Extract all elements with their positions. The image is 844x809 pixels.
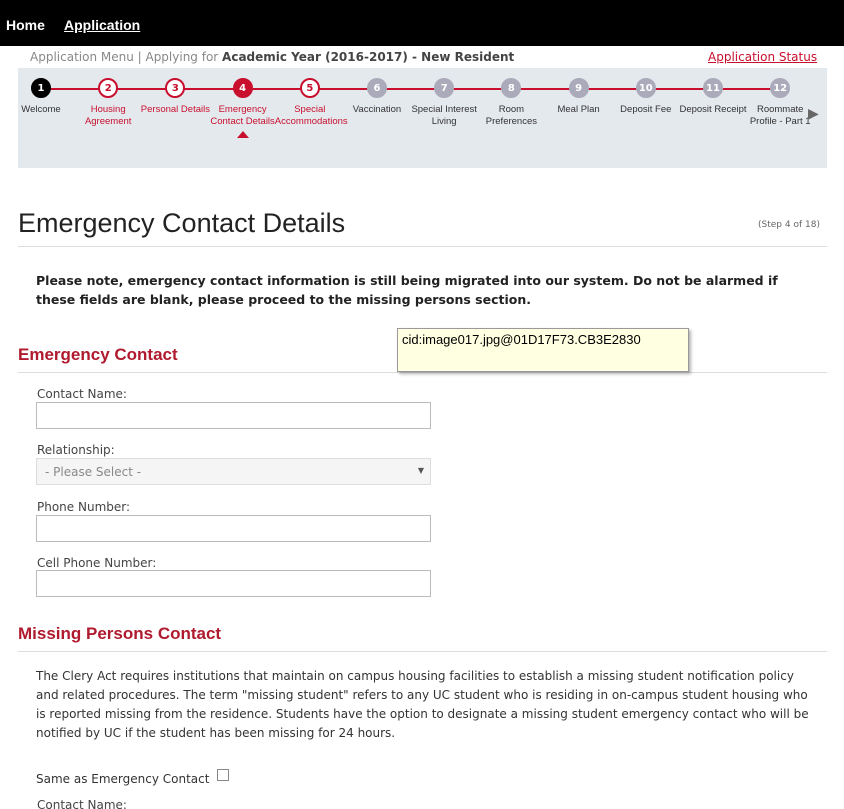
- step-label: Housing Agreement: [84, 104, 132, 127]
- application-menu-breadcrumb: [30, 50, 514, 64]
- application-status-link[interactable]: Application Status: [708, 50, 818, 64]
- step-number-badge: 10: [636, 78, 656, 98]
- application-link[interactable]: Application: [64, 17, 141, 33]
- menu-prefix: Application Menu | Applying for: [30, 50, 223, 64]
- relationship-select[interactable]: [36, 458, 431, 485]
- step-3[interactable]: [140, 78, 210, 116]
- emergency-contact-heading: Emergency Contact: [18, 345, 178, 364]
- section-divider: [18, 651, 827, 652]
- step-number-badge: 12: [770, 78, 790, 98]
- home-link[interactable]: Home: [6, 17, 45, 33]
- step-number-badge: 2: [98, 78, 118, 98]
- relationship-selected-value: - Please Select -: [45, 465, 142, 479]
- current-step-caret-icon: [237, 131, 249, 138]
- step-label: Deposit Fee: [620, 104, 672, 115]
- step-number-badge: 3: [165, 78, 185, 98]
- migration-notice: Please note, emergency contact information is still being migrated into our system. Do not be alarmed if these fields are blank, please proceed to the missing persons section.: [36, 273, 778, 307]
- step-1[interactable]: [6, 78, 76, 116]
- contact-name-input[interactable]: [36, 402, 431, 429]
- step-number-badge: 7: [434, 78, 454, 98]
- step-label: Special Interest Living: [411, 104, 477, 127]
- step-label: Emergency Contact Details: [210, 104, 275, 127]
- relationship-label: Relationship:: [37, 443, 115, 457]
- step-label: Roommate Profile - Part 1: [749, 104, 811, 127]
- step-number-badge: 6: [367, 78, 387, 98]
- dropdown-arrow-icon: ▼: [417, 466, 424, 475]
- step-5[interactable]: [274, 78, 348, 128]
- same-as-emergency-checkbox[interactable]: [217, 769, 229, 781]
- step-number-badge: 11: [703, 78, 723, 98]
- step-number-badge: 5: [300, 78, 320, 98]
- step-label: Special Accommodations: [274, 104, 348, 127]
- step-label: Vaccination: [352, 104, 402, 115]
- cell-phone-input[interactable]: [36, 570, 431, 597]
- next-step-arrow-icon[interactable]: ▶: [808, 106, 819, 122]
- step-number-badge: 8: [501, 78, 521, 98]
- missing-contact-name-label: Contact Name:: [37, 798, 127, 809]
- step-label: Meal Plan: [557, 104, 600, 115]
- title-divider: [18, 246, 827, 247]
- step-7: [409, 78, 479, 128]
- missing-persons-heading: Missing Persons Contact: [18, 624, 222, 643]
- image-tooltip: cid:image017.jpg@01D17F73.CB3E2830: [397, 328, 689, 372]
- step-11: [678, 78, 748, 116]
- phone-number-input[interactable]: [36, 515, 431, 542]
- cell-phone-label: Cell Phone Number:: [37, 556, 157, 570]
- contact-name-label: Contact Name:: [37, 387, 127, 401]
- step-10: [611, 78, 681, 116]
- menu-term: Academic Year (2016-2017) - New Resident: [222, 50, 515, 64]
- step-6: [342, 78, 412, 116]
- step-12: [745, 78, 815, 128]
- step-9: [544, 78, 614, 116]
- phone-number-label: Phone Number:: [37, 500, 131, 514]
- progress-stepper: [18, 68, 827, 168]
- step-label: Deposit Receipt: [679, 104, 747, 115]
- step-8: [476, 78, 546, 128]
- step-number-badge: 4: [233, 78, 253, 98]
- step-2[interactable]: [73, 78, 143, 128]
- step-count: (Step 4 of 18): [758, 220, 820, 230]
- same-as-emergency-label: Same as Emergency Contact: [36, 772, 210, 786]
- step-label: Personal Details: [140, 104, 210, 115]
- step-4[interactable]: [208, 78, 278, 138]
- step-number-badge: 9: [569, 78, 589, 98]
- step-label: Welcome: [21, 104, 61, 115]
- section-divider: [18, 372, 827, 373]
- page-title: Emergency Contact Details: [18, 208, 346, 238]
- top-nav-bar: [0, 0, 844, 46]
- step-number-badge: 1: [31, 78, 51, 98]
- clery-act-paragraph: The Clery Act requires institutions that maintain on campus housing facilities to establish a missing student notification policy and related procedures. The term "missing student" refers to any UC student who is residing in on-campus student housing who is reported missing from the residence. Students have the option to designate a missing student emergency contact who will be notified by UC if the student has been missing for 24 hours.: [36, 669, 809, 740]
- step-label: Room Preferences: [485, 104, 537, 127]
